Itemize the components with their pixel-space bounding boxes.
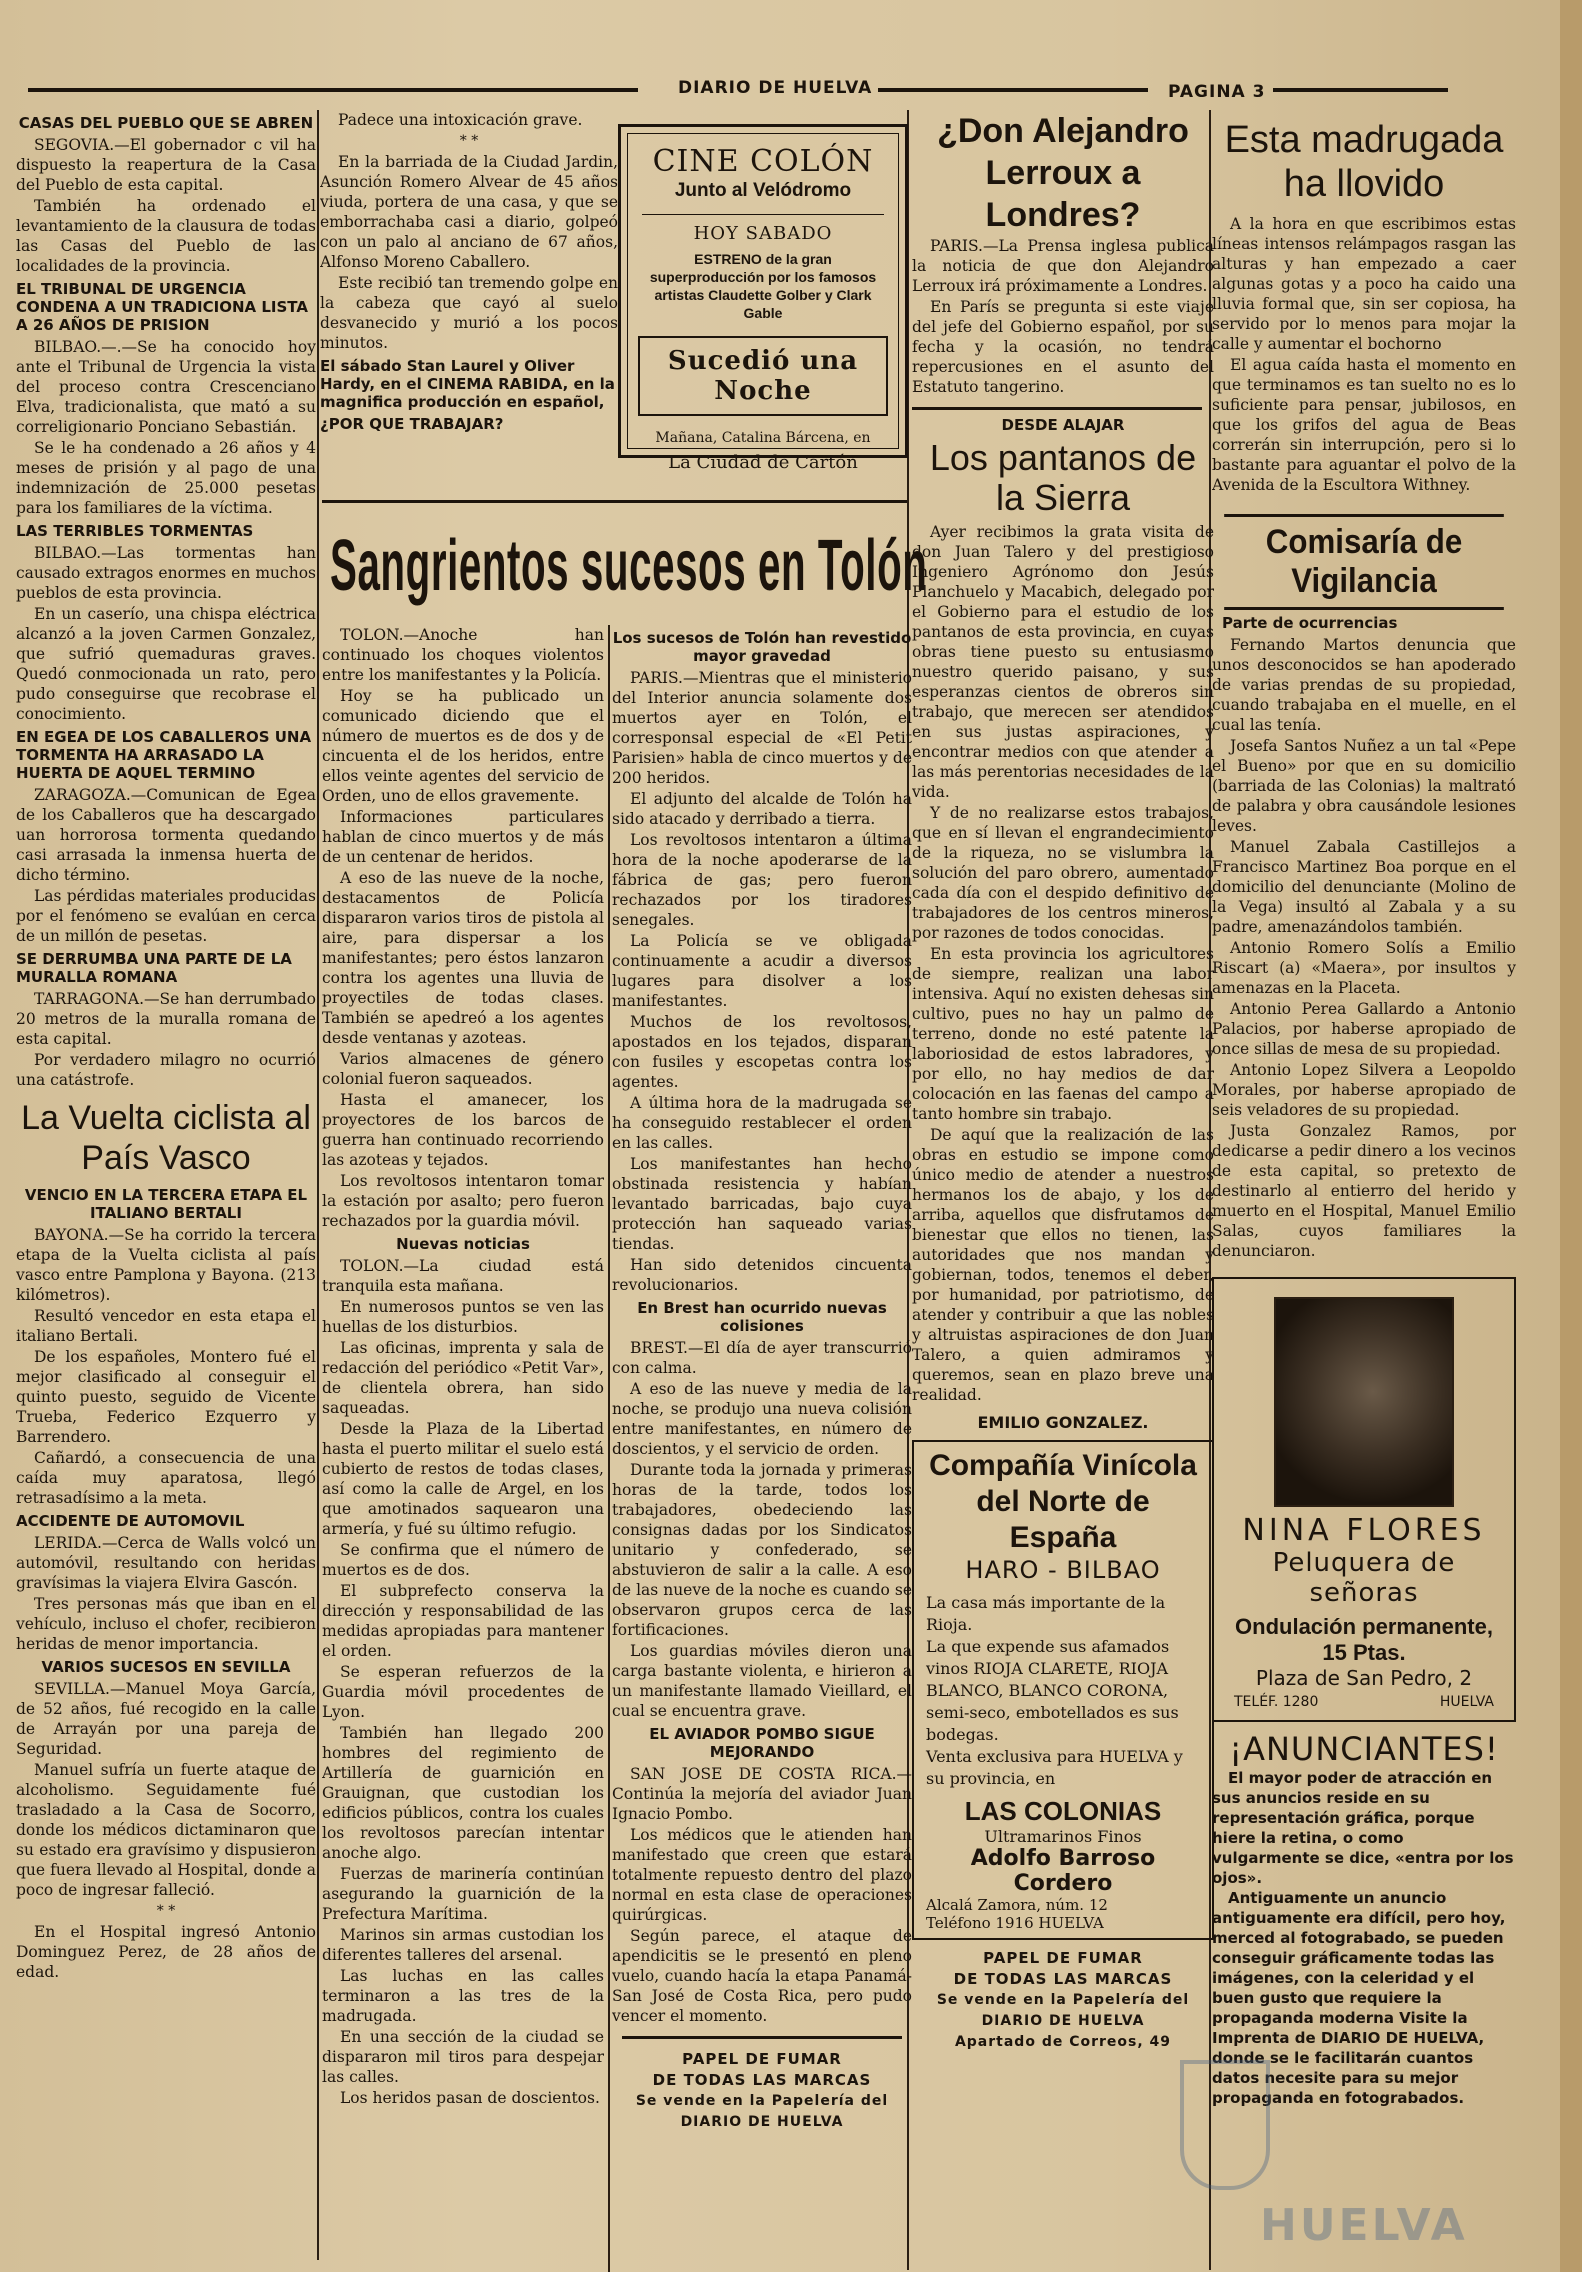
page-edge bbox=[1560, 0, 1582, 2272]
shop-name: LAS COLONIAS bbox=[964, 1796, 1162, 1826]
column-3 bbox=[612, 625, 912, 2272]
article-text: Por verdadero milagro no ocurrió una catástrofe. bbox=[16, 1051, 316, 1089]
article-text: Las pérdidas materiales producidas por el fenómeno se evalúan en cerca de un millón de pesetas. bbox=[16, 887, 316, 945]
rule bbox=[622, 2036, 902, 2039]
article-text: Desde la Plaza de la Libertad hasta el puerto militar el suelo está cubierto de restos de todas clases, así como la calle de Argel, en los que amotinados saquearon una armería, y fué su último refugio. bbox=[322, 1420, 604, 1538]
next-show: Mañana, Catalina Bárcena, en bbox=[655, 430, 871, 446]
article-text: BREST.—El día de ayer transcurrió con calma. bbox=[612, 1339, 912, 1377]
article-text: Los revoltosos intentaron tomar la estación por asalto; pero fueron rechazados por la guardia móvil. bbox=[322, 1172, 604, 1230]
article-text: Resultó vencedor en esta etapa el italiano Bertali. bbox=[16, 1307, 316, 1345]
article-text: Se esperan refuerzos de la Guardia móvil procedentes de Lyon. bbox=[322, 1663, 604, 1721]
headline: ACCIDENTE DE AUTOMOVIL bbox=[16, 1512, 245, 1530]
ad-line: DE TODAS LAS MARCAS bbox=[652, 2071, 872, 2089]
article-text: SAN JOSE DE COSTA RICA.—Continúa la mejoría del aviador Juan Ignacio Pombo. bbox=[612, 1765, 912, 1823]
police-report: Fernando Martos denuncia que unos desconocidos se han apoderado de varias prendas de su propiedad, cuando trabajaba en el muelle, en el cual las tenía. bbox=[1212, 636, 1516, 734]
headline: VARIOS SUCESOS EN SEVILLA bbox=[41, 1658, 291, 1676]
film-title: Sucedió una Noche bbox=[638, 336, 888, 416]
show-day: HOY SABADO bbox=[693, 223, 833, 244]
subheadline: VENCIO EN LA TERCERA ETAPA EL ITALIANO BERTALI bbox=[24, 1186, 308, 1222]
cinema-film-title: ¿POR QUE TRABAJAR? bbox=[320, 415, 504, 433]
article-text: Los revoltosos intentaron a última hora de la noche apoderarse de la fábrica de gas; pero fueron rechazados por los tiradores senegales. bbox=[612, 831, 912, 929]
ad-city: HARO - BILBAO bbox=[965, 1556, 1161, 1584]
shop-type: Ultramarinos Finos bbox=[984, 1827, 1142, 1846]
article-text: En el Hospital ingresó Antonio Dominguez Perez, de 28 años de edad. bbox=[16, 1923, 316, 1981]
ad-line: DIARIO DE HUELVA bbox=[680, 2114, 844, 2130]
notice-text: Antiguamente un anuncio antiguamente era difícil, pero hoy, merced al fotograbado, se pueden conseguir gráficamente todas las imágenes, con la celeridad y el buen gusto que requiere la propaganda moderna Visite la Imprenta de DIARIO DE HUELVA, donde se le facilitarán cuantos datos necesite para su mejor propaganda en fotograbados. bbox=[1212, 1889, 1506, 2107]
article-text: SEVILLA.—Manuel Moya García, de 52 años, fué recogido en la calle de Arrayán por una pareja de Seguridad. bbox=[16, 1680, 316, 1758]
article-text: Se le ha condenado a 26 años y 4 meses de prisión y al pago de una indemnización de 25.000 pesetas para los familiares de la víctima. bbox=[16, 439, 316, 517]
notice-text: El mayor poder de atracción en sus anuncios reside en su representación gráfica, porque hiere la retina, o como vulgarmente se dice, «entra por los ojos». bbox=[1212, 1769, 1514, 1887]
headline: Los sucesos de Tolón han revestido mayor gravedad bbox=[612, 629, 912, 665]
ad-contact bbox=[1220, 1690, 1508, 1714]
article-text: BAYONA.—Se ha corrido la tercera etapa de la Vuelta ciclista al país vasco entre Pamplona y Bayona. (213 kilómetros). bbox=[16, 1226, 316, 1304]
article-text: Los manifestantes han hecho obstinada resistencia y habían levantado barricadas, bajo cuya protección han saqueado varias tiendas. bbox=[612, 1155, 912, 1253]
article-text: Fuerzas de marinería continúan asegurando la guarnición de la Prefectura Marítima. bbox=[322, 1865, 604, 1923]
article-text: PARIS.—La Prensa inglesa publica la noticia de que don Alejandro Lerroux irá próximamente a Londres. bbox=[912, 237, 1214, 295]
article-text: Este recibió tan tremendo golpe en la cabeza que cayó al suelo desvanecido y murió a los pocos minutos. bbox=[320, 274, 618, 352]
advertisers-notice bbox=[1212, 1730, 1516, 2108]
separator-stars: * * bbox=[459, 133, 479, 149]
article-text: Varios almacenes de género colonial fueron saqueados. bbox=[322, 1050, 604, 1088]
column-divider bbox=[317, 110, 319, 2260]
police-report: Antonio Perea Gallardo a Antonio Palacios, por haberse apropiado de once sillas de mesa de su propiedad. bbox=[1212, 1000, 1516, 1058]
headline: EL TRIBUNAL DE URGENCIA CONDENA A UN TRADICIONA LISTA A 26 AÑOS DE PRISION bbox=[16, 280, 308, 334]
hairdresser-ad bbox=[1212, 1277, 1516, 1722]
article-text: En una sección de la ciudad se dispararon mil tiros para despejar las calles. bbox=[322, 2028, 604, 2086]
ad-line: Apartado de Correos, 49 bbox=[954, 2034, 1172, 2050]
article-text: En la barriada de la Ciudad Jardin, Asunción Romero Alvear de 45 años viuda, portera de una casa, y que se emborrachaba casi a diario, golpeó con un palo al anciano de 67 años, Alfonso Moreno Caballero. bbox=[320, 153, 618, 271]
article-text: TOLON.—La ciudad está tranquila esta mañana. bbox=[322, 1257, 604, 1295]
headline: EL AVIADOR POMBO SIGUE MEJORANDO bbox=[649, 1725, 875, 1761]
tobacco-paper-ad bbox=[912, 1948, 1214, 2053]
article-text: A eso de las nueve y media de la noche, se produjo una nueva colisión entre manifestantes, en número de doscientos, y el servicio de orden. bbox=[612, 1380, 912, 1458]
ad-line: Se vende en la Papelería del bbox=[635, 2093, 889, 2109]
article-text: A eso de las nueve de la noche, destacamentos de Policía dispararon varios tiros de pistola al aire, para dispersar a los manifestantes; pero éstos lanzaron contra los agentes una lluvia de proyectiles de todas clases. También se apedreó a los agentes desde ventanas y azoteas. bbox=[322, 869, 604, 1047]
police-report: Manuel Zabala Castillejos a Francisco Martinez Boa porque en el domicilio del denunciante (Molino de la Vega) insultó al Zabala y a su padre, amenazándolos también. bbox=[1212, 838, 1516, 936]
article-text: También han llegado 200 hombres del regimiento de Artillería de guarnición en Grauignan, que custodian los edificios públicos, contra los cuales los revoltosos parecían intentar anoche algo. bbox=[322, 1724, 604, 1862]
article-text: BILBAO.—.—Se ha conocido hoy ante el Tribunal de Urgencia la vista del proceso contra Crescenciano Elva, tradicionalista, que mató a su correligionario Ponciano Sebastián. bbox=[16, 338, 316, 436]
shield-icon bbox=[1180, 2060, 1270, 2190]
column-divider bbox=[608, 625, 610, 2272]
cinema-notice: El sábado Stan Laurel y Oliver Hardy, en el CINEMA RABIDA, en la magnifica producción en español, bbox=[320, 357, 615, 411]
article-text: Marinos sin armas custodian los diferentes talleres del arsenal. bbox=[322, 1926, 604, 1964]
article-text: En un caserío, una chispa eléctrica alcanzó a la joven Carmen Gonzalez, que sufrió quemaduras graves. Quedó conmocionada un rato, pero pudo conseguirse que recobrase el conocimiento. bbox=[16, 605, 316, 723]
article-text: La Policía se ve obligada continuamente a acudir a diversos lugares para disolver a los manifestantes. bbox=[612, 932, 912, 1010]
headline: SE DERRUMBA UNA PARTE DE LA MURALLA ROMANA bbox=[16, 950, 292, 986]
newspaper-name: DIARIO DE HUELVA bbox=[678, 78, 873, 98]
article-text: Hasta el amanecer, los proyectores de los barcos de guerra han continuado recorriendo las azoteas y tejados. bbox=[322, 1091, 604, 1169]
shop-phone: Teléfono 1916 HUELVA bbox=[926, 1914, 1104, 1932]
next-film-title: La Ciudad de Cartón bbox=[668, 452, 858, 473]
article-text: Según parece, el ataque de apendicitis se le presentó en pleno vuelo, cuando hacía la etapa Panamá-San José de Costa Rica, pero pudo vencer el momento. bbox=[612, 1927, 912, 2025]
article-text: LERIDA.—Cerca de Walls volcó un automóvil, resultando con heridas gravísimas la viajera Elvira Gascón. bbox=[16, 1534, 316, 1592]
article-text: Las luchas en las calles terminaron a las tres de la madrugada. bbox=[322, 1967, 604, 2025]
shop-owner: Adolfo Barroso Cordero bbox=[970, 1846, 1156, 1896]
notice-title: ¡ANUNCIANTES! bbox=[1229, 1730, 1499, 1768]
article-text: De los españoles, Montero fué el mejor clasificado al conseguir el quinto puesto, seguido de Vicente Trueba, Federico Ezquerro y Barrendero. bbox=[16, 1348, 316, 1446]
article-text: Los médicos que le atienden han manifestado que creen que estará totalmente repuesto dentro del plazo normal en esta clase de operaciones quirúrgicas. bbox=[612, 1826, 912, 1924]
article-text: Informaciones particulares hablan de cinco muertos y de más de un centenar de heridos. bbox=[322, 808, 604, 866]
page-number: PAGINA 3 bbox=[1168, 82, 1266, 102]
main-headline-text: Sangrientos sucesos en Tolón bbox=[330, 526, 928, 606]
headline-large: Los pantanos de la Sierra bbox=[929, 437, 1197, 518]
main-headline bbox=[330, 525, 928, 625]
article-text: También ha ordenado el levantamiento de la clausura de todas las Casas del Pueblo de las localidades de la provincia. bbox=[16, 197, 316, 275]
watermark-text: HUELVA bbox=[1260, 2200, 1468, 2251]
headline: Nuevas noticias bbox=[396, 1235, 530, 1253]
separator-stars: * * bbox=[156, 1903, 176, 1919]
article-text: El agua caída hasta el momento en que terminamos es tan suelto no es lo suficiente para pensar, jubilosos, en que los grifos del agua de Beas correrán sin interrupción, pero si lo bastante para aguantar el polvo de la Avenida de la Escultora Withney. bbox=[1212, 356, 1516, 494]
police-report: Antonio Lopez Silvera a Leopoldo Morales, por haberse apropiado de seis veladores de su propiedad. bbox=[1212, 1061, 1516, 1119]
police-report: Justa Gonzalez Ramos, por dedicarse a pedir dinero a los vecinos de esta capital, so pretexto de destinarlo al entierro del herido y muerto en el Hospital, Manuel Emilio Salas, cuyos familiares la denunciaron. bbox=[1212, 1122, 1516, 1260]
article-text: A la hora en que escribimos estas líneas intensos relámpagos rasgan las alturas y han empezado a caer algunas gotas y a poco ha caido una lluvia formal que, sin ser copiosa, ha servido por lo menos para mojar la calle y aumentar el bochorno bbox=[1212, 215, 1516, 353]
ad-text: La que expende sus afamados vinos RIOJA CLARETE, RIOJA BLANCO, BLANCO CORONA, semi-seco, embotellados es sus bodegas. bbox=[926, 1637, 1179, 1744]
ad-line: Se vende en la Papelería del bbox=[936, 1992, 1190, 2008]
ad-line: DE TODAS LAS MARCAS bbox=[953, 1970, 1173, 1988]
headline: LAS TERRIBLES TORMENTAS bbox=[16, 522, 254, 540]
headline-large: ¿Don Alejandro Lerroux a Londres? bbox=[937, 112, 1189, 234]
article-text: El subprefecto conserva la dirección y responsabilidad de las medidas apropiadas para mantener el orden. bbox=[322, 1582, 604, 1660]
headline: En Brest han ocurrido nuevas colisiones bbox=[637, 1299, 887, 1335]
article-text: Tres personas más que iban en el vehículo, incluso el chofer, recibieron heridas de menor importancia. bbox=[16, 1595, 316, 1653]
article-text: BILBAO.—Las tormentas han causado extragos enormes en muchos pueblos de esta provincia. bbox=[16, 544, 316, 602]
kicker: DESDE ALAJAR bbox=[1001, 416, 1125, 434]
header-rule-left bbox=[28, 88, 638, 92]
article-text: PARIS.—Mientras que el ministerio del Interior anuncia solamente dos muertos ayer en Tolón, el corresponsal especial de «El Petit Parisien» habla de cinco muertos y de 200 heridos. bbox=[612, 669, 912, 787]
column-4 bbox=[912, 110, 1214, 2270]
article-text: Hoy se ha publicado un comunicado diciendo que el número de muertos es de dos y de cincuenta el de los heridos, entre ellos veinte agentes del servicio de Orden, uno de ellos gravemente. bbox=[322, 687, 604, 805]
rule bbox=[912, 407, 1202, 410]
ad-profession: Peluquera de señoras bbox=[1272, 1548, 1456, 1608]
article-text: Cañardó, a consecuencia de una caída muy aparatosa, llegó retrasadísimo a la meta. bbox=[16, 1449, 316, 1507]
article-text: De aquí que la realización de las obras en estudio se impone como único medio de atender a nuestros hermanos los de abajo, y los de arriba, aquellos que disfrutamos de bienestar que ellos no tienen, las autoridades que nos mandan y gobiernan, todos, tenemos el deber, por humanidad, por patriotismo, de atender y contribuir a que las nobles y altruistas aspiraciones de don Juan Talero, a quien admiramos y queremos, sean en plazo breve una realidad. bbox=[912, 1126, 1214, 1404]
ad-line: PAPEL DE FUMAR bbox=[983, 1949, 1143, 1967]
article-text: Muchos de los revoltosos, apostados en los tejados, disparan con fusiles y escopetas contra los agentes. bbox=[612, 1013, 912, 1091]
divider bbox=[642, 214, 884, 215]
article-text: SEGOVIA.—El gobernador c vil ha dispuesto la reapertura de la Casa del Pueblo de esta capital. bbox=[16, 136, 316, 194]
ad-city: HUELVA bbox=[1439, 1694, 1494, 1710]
article-text: Se confirma que el número de muertos es de dos. bbox=[322, 1541, 604, 1579]
article-text: En esta provincia los agricultores de siempre, realizan una labor intensiva. Aquí no existen dehesas sin cultivo, pues no hay un palmo de terreno, donde no esté patente la laboriosidad de estos labradores, y por ello, no hay medios de dar colocación en las faenas del campo a tanto hombre sin trabajo. bbox=[912, 945, 1214, 1123]
article-text: Y de no realizarse estos trabajos, que en sí llevan el engrandecimiento de la riqueza, no se vislumbra la solución del paro obrero, aumentado cada día con el despido definitivo de trabajadores de los centros mineros, por razones de todos conocidas. bbox=[912, 804, 1214, 942]
cinema-name: CINE COLÓN bbox=[652, 144, 874, 179]
headline: EN EGEA DE LOS CABALLEROS UNA TORMENTA HA ARRASADO LA HUERTA DE AQUEL TERMINO bbox=[16, 728, 312, 782]
archive-watermark bbox=[1180, 2060, 1510, 2250]
headline-large: Esta madrugada ha llovido bbox=[1224, 119, 1504, 205]
article-text: Ayer recibimos la grata visita de don Juan Talero y del prestigioso Ingeniero Agrónomo don Jesús Planchuelo y Macabich, delegado por el Gobierno para el estudio de los pantanos de esta provincia, en cuyas obras tiene puesto su entusiasmo nuestro querido paisano, y sus esperanzas cientos de obreros sin trabajo, que merecen ser atendidos en sus justas aspiraciones, y encontrar medios con que atender a las más perentorias necesidades de la vida. bbox=[912, 523, 1214, 801]
article-text: En numerosos puntos se ven las huellas de los disturbios. bbox=[322, 1298, 604, 1336]
article-text: Padece una intoxicación grave. bbox=[338, 111, 583, 129]
article-text: A última hora de la madrugada se ha conseguido restablecer el orden en las calles. bbox=[612, 1094, 912, 1152]
premiere-text: ESTRENO de la gran superproducción por los famosos artistas Claudette Golber y Clark Gable bbox=[649, 251, 877, 321]
article-text: En París se pregunta si este viaje del jefe del Gobierno español, por su fecha y la ocasión, no tendrá repercusiones en el asunto del Estatuto tangerino. bbox=[912, 298, 1214, 396]
article-text: Las oficinas, imprenta y sala de redacción del periódico «Petit Var», de clientela obrera, han sido saqueadas. bbox=[322, 1339, 604, 1417]
subheadline: Parte de ocurrencias bbox=[1222, 614, 1398, 632]
ad-text: La casa más importante de la Rioja. bbox=[926, 1593, 1166, 1634]
header-rule-right bbox=[1273, 88, 1448, 92]
ad-service: Ondulación permanente, 15 Ptas. bbox=[1235, 1614, 1493, 1665]
column-2-bottom bbox=[322, 625, 604, 2272]
ad-photo bbox=[1274, 1297, 1454, 1507]
column-1 bbox=[16, 110, 316, 2260]
article-text: ZARAGOZA.—Comunican de Egea de los Caballeros que ha descargado uan horrorosa tormenta quedando casi arrasada la inmensa huerta de dicho término. bbox=[16, 786, 316, 884]
page-header bbox=[28, 76, 1448, 106]
headline: CASAS DEL PUEBLO QUE SE ABREN bbox=[18, 114, 314, 132]
headline-rule bbox=[322, 500, 907, 503]
article-text: Han sido detenidos cincuenta revolucionarios. bbox=[612, 1256, 912, 1294]
ad-line: DIARIO DE HUELVA bbox=[981, 2013, 1145, 2029]
ad-phone: TELÉF. 1280 bbox=[1234, 1694, 1319, 1710]
cinema-location: Junto al Velódromo bbox=[674, 180, 852, 201]
article-text: Manuel sufría un fuerte ataque de alcoholismo. Seguidamente fué trasladado a la Casa de Socorro, donde los médicos dictaminaron que su estado era gravísimo y dispusieron que fuera llevado al Hospital, donde a poco de ingresar falleció. bbox=[16, 1761, 316, 1899]
wine-company-ad bbox=[912, 1440, 1214, 1940]
column-5 bbox=[1212, 110, 1516, 2270]
police-report: Josefa Santos Nuñez a un tal «Pepe el Bueno» por que en su domicilio (barriada de las Colonias) la maltrató de palabra y obra causándole lesiones leves. bbox=[1212, 737, 1516, 835]
article-text: Los heridos pasan de doscientos. bbox=[340, 2089, 600, 2107]
police-report: Antonio Romero Solís a Emilio Riscart (a) «Maera», por insultos y amenazas en la Placeta. bbox=[1212, 939, 1516, 997]
article-text: El adjunto del alcalde de Tolón ha sido atacado y derribado a tierra. bbox=[612, 790, 912, 828]
ad-title: Compañía Vinícola del Norte de España bbox=[929, 1449, 1197, 1554]
ad-frame bbox=[627, 133, 899, 473]
article-text: TOLON.—Anoche han continuado los choques violentos entre los manifestantes y la Policía. bbox=[322, 626, 604, 684]
ad-address: Plaza de San Pedro, 2 bbox=[1255, 1666, 1473, 1690]
article-text: Los guardias móviles dieron una carga bastante violenta, e hirieron a un manifestante llamado Vieillard, el cual se encuentra grave. bbox=[612, 1642, 912, 1720]
ad-text: Venta exclusiva para HUELVA y su provincia, en bbox=[926, 1747, 1183, 1788]
shop-address: Alcalá Zamora, núm. 12 bbox=[926, 1896, 1108, 1914]
ad-line: PAPEL DE FUMAR bbox=[682, 2050, 842, 2068]
headline-large: La Vuelta ciclista al País Vasco bbox=[21, 1099, 311, 1177]
section-title: Comisaría de Vigilancia bbox=[1224, 514, 1504, 610]
author-signature: EMILIO GONZALEZ. bbox=[977, 1413, 1149, 1432]
tobacco-paper-ad bbox=[612, 2049, 912, 2133]
column-2-top bbox=[320, 110, 618, 490]
cine-colon-ad bbox=[618, 124, 908, 473]
article-text: TARRAGONA.—Se han derrumbado 20 metros de la muralla romana de esta capital. bbox=[16, 990, 316, 1048]
ad-name: NINA FLORES bbox=[1242, 1513, 1486, 1548]
article-text: Durante toda la jornada y primeras horas de la tarde, todos los trabajadores, obedeciendo las consignas dadas por los Sindicatos unitario y confederado, se abstuvieron de salir a la calle. A eso de las nueve de la noche es cuando se observaron grupos cerca de las fortificaciones. bbox=[612, 1461, 912, 1639]
header-rule-mid bbox=[878, 88, 1148, 92]
